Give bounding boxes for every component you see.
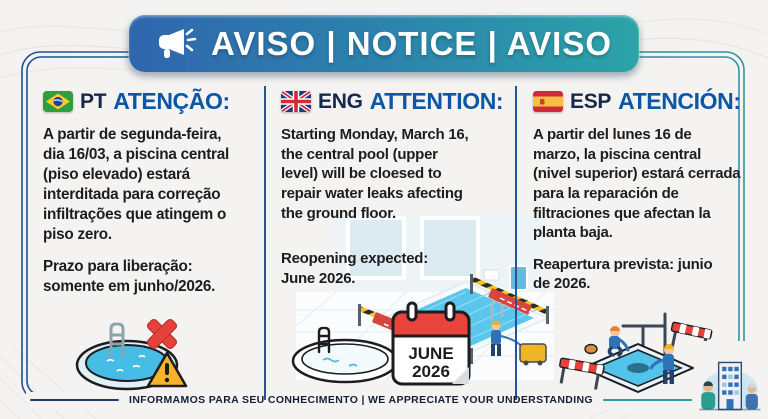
attention-heading-esp: ATENCIÓN: (618, 88, 741, 114)
footer-line-right (603, 399, 692, 401)
attention-heading-eng: ATTENTION: (369, 88, 504, 114)
banner-title: AVISO | NOTICE | AVISO (210, 24, 613, 62)
calendar-icon (389, 300, 473, 388)
column-eng (264, 86, 517, 400)
red-x-icon (146, 318, 178, 350)
calendar-month-label: JUNE (408, 344, 454, 364)
megaphone-icon (156, 26, 198, 62)
brazil-flag-icon (43, 91, 73, 112)
column-esp-header (533, 88, 741, 115)
uk-flag-icon (281, 91, 311, 112)
column-eng-header (281, 88, 502, 115)
footer-text: INFORMAMOS PARA SEU CONHECIMENTO | WE APPRECIATE YOUR UNDERSTANDING (129, 394, 593, 406)
language-label-esp: ESP (570, 89, 612, 113)
pool-closed-x-warning-icon (69, 309, 197, 393)
notice-text-eng: Starting Monday, March 16, the central pool (upper level) will be cloesed to repair water leaks afecting the ground floor. (281, 126, 469, 222)
footer-note (30, 394, 738, 406)
column-pt (27, 86, 264, 400)
notice-text-esp: A partir del lunes 16 de marzo, la piscina central (nivel superior) estará cerrada para la reparación de filtraciones que afectan la planta baja. (533, 126, 741, 242)
notice-banner (129, 15, 639, 72)
language-label-pt: PT (80, 89, 107, 113)
pool-outline-icon (287, 322, 405, 384)
eng-illustration-row (287, 300, 502, 384)
notice-columns (27, 86, 741, 382)
reopen-text-eng: Reopening expected: June 2026. (281, 250, 428, 287)
building-logo-area (694, 341, 766, 419)
building-people-icon (696, 353, 764, 419)
calendar-year-label: 2026 (412, 362, 450, 382)
column-pt-header (43, 88, 251, 115)
language-label-eng: ENG (318, 89, 363, 113)
spain-flag-icon (533, 91, 563, 112)
person-right (746, 383, 758, 409)
footer-line-left (30, 399, 119, 401)
attention-heading-pt: ATENÇÃO: (113, 88, 230, 114)
reopen-text-pt: Prazo para liberação: somente em junho/2026. (43, 258, 216, 296)
notice-text-pt: A partir de segunda-feira, dia 16/03, a piscina central (piso elevado) estará interditada para correção infiltrações que atingem o piso zero. (43, 126, 230, 244)
reopen-text-esp: Reapertura prevista: junio de 2026. (533, 255, 713, 293)
